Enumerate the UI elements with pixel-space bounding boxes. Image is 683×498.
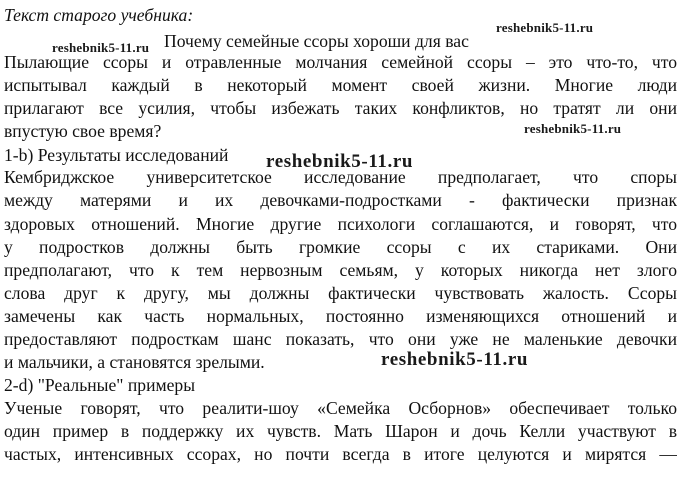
section-heading-research: 1-b) Результаты исследований xyxy=(4,145,229,165)
paragraph-line: и мальчики, а становятся зрелыми. xyxy=(4,352,265,372)
paragraph-line: частых, интенсивных ссорах, но почти всегда в итоге целуются и мирятся — xyxy=(4,444,677,464)
paragraph-line: один пример в поддержку их чувств. Мать Шарон и дочь Келли участвуют в xyxy=(4,421,677,441)
paragraph-line: предполагают, что к тем нервозным семьям, у которых никогда нет злого xyxy=(4,260,677,280)
paragraph-line: замечены как часть нормальных, постоянно изменяющихся отношений и xyxy=(4,306,677,326)
paragraph-line: впустую свое время? xyxy=(4,121,162,141)
paragraph-line: между матерями и их девочками-подростками - фактически признак xyxy=(4,190,677,210)
watermark-text: reshebnik5-11.ru xyxy=(381,349,529,370)
watermark-text: reshebnik5-11.ru xyxy=(52,40,150,55)
watermark-text: reshebnik5-11.ru xyxy=(524,121,622,136)
section-heading-examples: 2-d) "Реальные" примеры xyxy=(4,375,196,395)
paragraph-line: здоровых отношений. Многие другие психологи соглашаются, и говорят, что xyxy=(4,214,677,234)
paragraph-line: Кембриджское университетское исследование предполагает, что споры xyxy=(4,167,677,187)
watermark-text: reshebnik5-11.ru xyxy=(496,20,594,35)
paragraph-line: Ученые говорят, что реалити-шоу «Семейка Осборнов» обеспечивает только xyxy=(4,398,677,418)
article-title: Почему семейные ссоры хороши для вас xyxy=(164,31,469,51)
paragraph-line: предоставляют подросткам шанс показать, что они уже не маленькие девочки xyxy=(4,329,677,349)
paragraph-line: прилагают все усилия, чтобы избежать таких конфликтов, но тратят ли они xyxy=(4,98,677,118)
paragraph-line: у подростков должны быть громкие ссоры с их стариками. Они xyxy=(4,237,677,257)
paragraph-line: Пылающие ссоры и отравленные молчания семейной ссоры – это что-то, что xyxy=(4,52,677,72)
document-heading: Текст старого учебника: xyxy=(4,5,194,25)
watermark-text: reshebnik5-11.ru xyxy=(266,151,414,172)
paragraph-line: испытывал каждый в некоторый момент своей жизни. Многие люди xyxy=(4,75,677,95)
paragraph-line: слова друг к другу, мы должны фактически чувствовать жалость. Ссоры xyxy=(4,283,677,303)
